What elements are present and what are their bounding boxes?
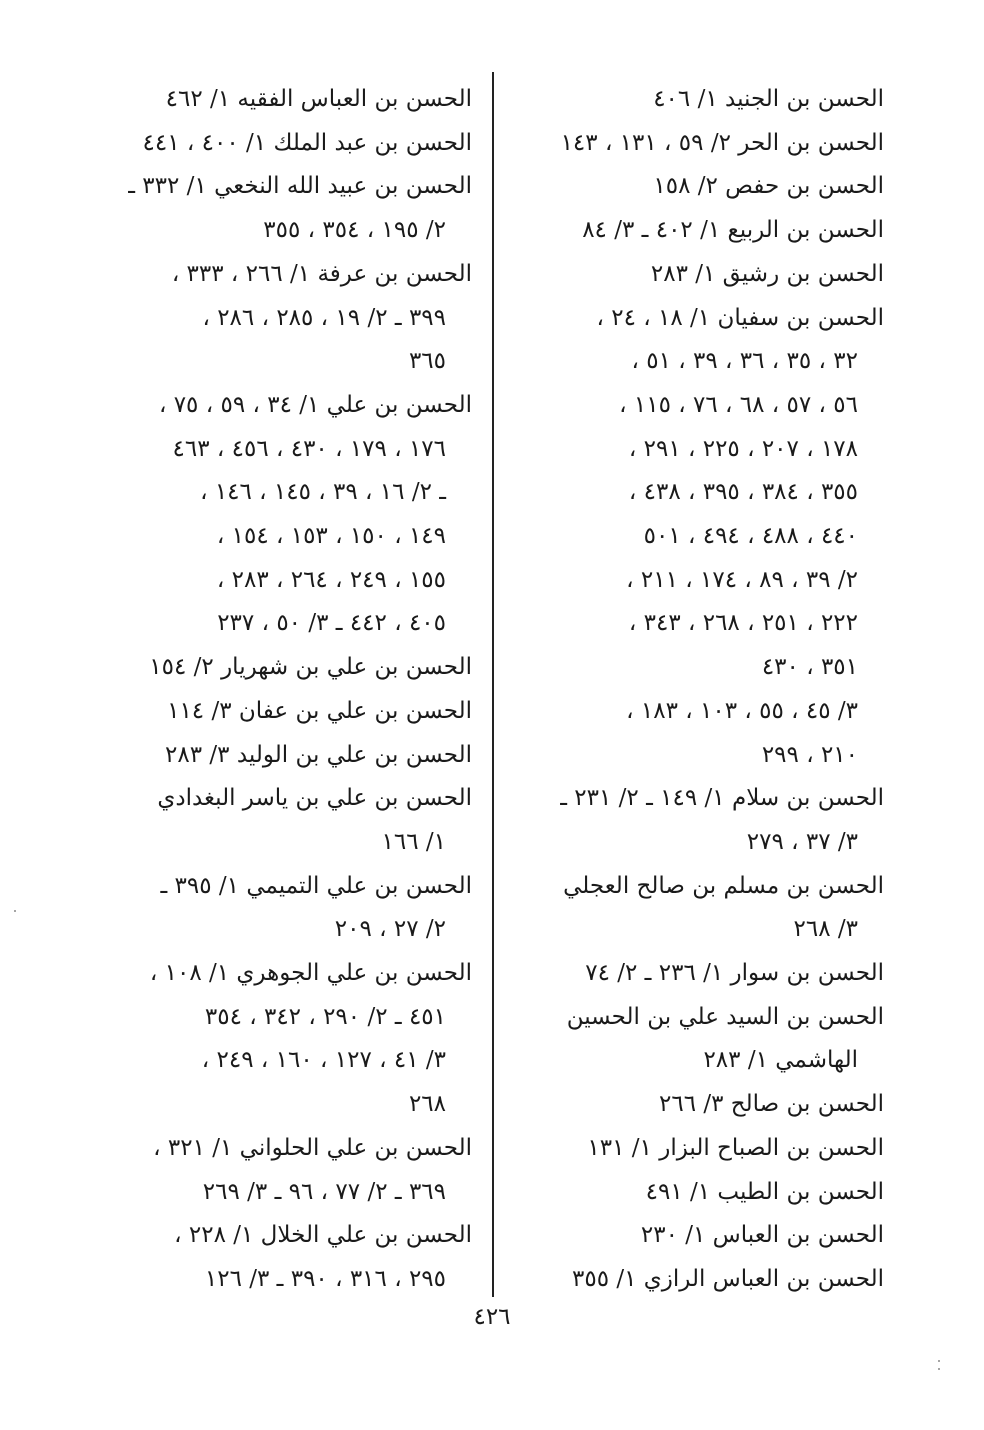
index-entry bbox=[92, 690, 472, 734]
entry-headline: الحسن بن سفيان ١/ ١٨ ، ٢٤ ، bbox=[596, 304, 884, 331]
entry-headline: الحسن بن حفص ٢/ ١٥٨ bbox=[653, 173, 884, 200]
index-entry bbox=[504, 1258, 884, 1302]
index-entry bbox=[504, 253, 884, 297]
entry-headline: الحسن بن الجنيد ١/ ٤٠٦ bbox=[653, 86, 884, 112]
index-entry bbox=[504, 952, 884, 996]
entry-continuation: ٤٤٠ ، ٤٨٨ ، ٤٩٤ ، ٥٠١ bbox=[643, 523, 858, 550]
entry-headline: الحسن بن علي ١/ ٣٤ ، ٥٩ ، ٧٥ ، bbox=[158, 391, 472, 418]
entry-continuation: ٢/ ٢٧ ، ٢٠٩ bbox=[334, 916, 446, 943]
scan-speck bbox=[938, 1360, 940, 1362]
entry-continuation: ٣٦٩ ـ ٢/ ٧٧ ، ٩٦ ـ ٣/ ٢٦٩ bbox=[202, 1178, 446, 1205]
entry-continuation: ٣٥٥ ، ٣٨٤ ، ٣٩٥ ، ٤٣٨ ، bbox=[628, 479, 858, 506]
index-entry bbox=[92, 865, 472, 952]
entry-continuation: ٣/ ٢٦٨ bbox=[793, 916, 858, 943]
entry-continuation: ٣/ ٤١ ، ١٢٧ ، ١٦٠ ، ٢٤٩ ، bbox=[201, 1047, 446, 1074]
index-entry bbox=[92, 1214, 472, 1301]
index-entry bbox=[92, 78, 472, 122]
entry-continuation: ٢/ ١٩٥ ، ٣٥٤ ، ٣٥٥ bbox=[263, 217, 446, 244]
index-entry bbox=[504, 1171, 884, 1215]
index-entry bbox=[92, 734, 472, 778]
entry-headline: الحسن بن علي بن ياسر البغدادي bbox=[157, 785, 472, 812]
index-entry bbox=[92, 952, 472, 1127]
entry-continuation: ٢٩٥ ، ٣١٦ ، ٣٩٠ ـ ٣/ ١٢٦ bbox=[204, 1265, 446, 1292]
scan-speck bbox=[14, 910, 16, 912]
left-column bbox=[92, 78, 472, 1302]
index-entry bbox=[504, 122, 884, 166]
entry-continuation: ٣٢ ، ٣٥ ، ٣٦ ، ٣٩ ، ٥١ ، bbox=[631, 348, 858, 375]
entry-continuation: ١٤٩ ، ١٥٠ ، ١٥٣ ، ١٥٤ ، bbox=[216, 523, 446, 550]
index-entry bbox=[92, 1127, 472, 1214]
entry-continuation: ١٧٦ ، ١٧٩ ، ٤٣٠ ، ٤٥٦ ، ٤٦٣ bbox=[172, 435, 446, 462]
scan-speck bbox=[938, 1368, 940, 1370]
entry-continuation: ٣/ ٤٥ ، ٥٥ ، ١٠٣ ، ١٨٣ ، bbox=[626, 697, 858, 724]
entry-continuation: ١٥٥ ، ٢٤٩ ، ٢٦٤ ، ٢٨٣ ، bbox=[216, 566, 446, 593]
entry-headline: الحسن بن العباس ١/ ٢٣٠ bbox=[640, 1222, 884, 1249]
entry-continuation: ٢١٠ ، ٢٩٩ bbox=[761, 741, 858, 768]
entry-continuation: ٤٠٥ ، ٤٤٢ ـ ٣/ ٥٠ ، ٢٣٧ bbox=[217, 610, 446, 637]
entry-headline: الحسن بن علي بن الوليد ٣/ ٢٨٣ bbox=[165, 741, 472, 768]
index-entry bbox=[504, 165, 884, 209]
page-number: ٤٢٦ bbox=[473, 1304, 511, 1330]
entry-continuation: ٣٩٩ ـ ٢/ ١٩ ، ٢٨٥ ، ٢٨٦ ، bbox=[202, 304, 446, 331]
entry-headline: الحسن بن العباس الرازي ١/ ٣٥٥ bbox=[571, 1265, 884, 1292]
entry-headline: الحسن بن السيد علي بن الحسين bbox=[566, 1003, 884, 1030]
entry-headline: الحسن بن علي التميمي ١/ ٣٩٥ ـ bbox=[160, 872, 472, 899]
entry-headline: الحسن بن رشيق ١/ ٢٨٣ bbox=[650, 260, 884, 287]
column-divider bbox=[492, 72, 494, 1297]
entry-headline: الحسن بن عرفة ١/ ٢٦٦ ، ٣٣٣ ، bbox=[171, 260, 472, 287]
entry-headline: الحسن بن الصباح البزار ١/ ١٣١ bbox=[587, 1134, 884, 1161]
index-entry bbox=[504, 1214, 884, 1258]
entry-headline: الحسن بن علي الجوهري ١/ ١٠٨ ، bbox=[149, 960, 472, 987]
entry-headline: الحسن بن الربيع ١/ ٤٠٢ ـ ٣/ ٨٤ bbox=[582, 217, 884, 244]
entry-headline: الحسن بن عبد الملك ١/ ٤٠٠ ، ٤٤١ bbox=[142, 129, 472, 156]
entry-headline: الحسن بن سلام ١/ ١٤٩ ـ ٢/ ٢٣١ ـ bbox=[560, 785, 884, 812]
index-entry bbox=[504, 1083, 884, 1127]
entry-continuation: ٣/ ٣٧ ، ٢٧٩ bbox=[746, 828, 858, 855]
entry-headline: الحسن بن العباس الفقيه ١/ ٤٦٢ bbox=[165, 86, 472, 112]
index-entry bbox=[92, 777, 472, 864]
entry-continuation: ٤٥١ ـ ٢/ ٢٩٠ ، ٣٤٢ ، ٣٥٤ bbox=[204, 1003, 446, 1030]
index-entry bbox=[92, 646, 472, 690]
entry-headline: الحسن بن سوار ١/ ٢٣٦ ـ ٢/ ٧٤ bbox=[585, 960, 884, 987]
entry-continuation: ٢/ ٣٩ ، ٨٩ ، ١٧٤ ، ٢١١ ، bbox=[626, 566, 858, 593]
index-entry bbox=[504, 865, 884, 952]
entry-headline: الحسن بن علي بن شهريار ٢/ ١٥٤ bbox=[149, 654, 472, 681]
index-entry bbox=[504, 996, 884, 1083]
index-entry bbox=[504, 78, 884, 122]
entry-continuation: الهاشمي ١/ ٢٨٣ bbox=[703, 1047, 858, 1074]
index-entry bbox=[504, 777, 884, 864]
entry-continuation: ١/ ١٦٦ bbox=[381, 828, 446, 855]
index-entry bbox=[92, 253, 472, 384]
index-entry bbox=[92, 165, 472, 252]
entry-headline: الحسن بن الطيب ١/ ٤٩١ bbox=[645, 1178, 884, 1205]
entry-headline: الحسن بن علي الحلواني ١/ ٣٢١ ، bbox=[153, 1134, 472, 1161]
entry-headline: الحسن بن علي الخلال ١/ ٢٢٨ ، bbox=[174, 1222, 472, 1249]
right-column bbox=[504, 78, 884, 1302]
entry-headline: الحسن بن الحر ٢/ ٥٩ ، ١٣١ ، ١٤٣ bbox=[560, 129, 884, 156]
index-entry bbox=[504, 209, 884, 253]
index-entry bbox=[504, 1127, 884, 1171]
index-entry bbox=[92, 122, 472, 166]
entry-continuation: ٣٦٥ bbox=[408, 348, 446, 375]
entry-continuation: ٥٦ ، ٥٧ ، ٦٨ ، ٧٦ ، ١١٥ ، bbox=[619, 391, 858, 418]
entry-headline: الحسن بن علي بن عفان ٣/ ١١٤ bbox=[167, 697, 472, 724]
entry-continuation: ٣٥١ ، ٤٣٠ bbox=[761, 654, 858, 681]
entry-headline: الحسن بن مسلم بن صالح العجلي bbox=[563, 872, 884, 899]
entry-continuation: ٢٢٢ ، ٢٥١ ، ٢٦٨ ، ٣٤٣ ، bbox=[628, 610, 858, 637]
entry-continuation: ١٧٨ ، ٢٠٧ ، ٢٢٥ ، ٢٩١ ، bbox=[628, 435, 858, 462]
entry-headline: الحسن بن عبيد الله النخعي ١/ ٣٣٢ ـ bbox=[128, 173, 472, 200]
entry-headline: الحسن بن صالح ٣/ ٢٦٦ bbox=[659, 1091, 884, 1118]
entry-continuation: ٢٦٨ bbox=[408, 1091, 446, 1118]
index-entry bbox=[504, 297, 884, 778]
entry-continuation: ـ ٢/ ١٦ ، ٣٩ ، ١٤٥ ، ١٤٦ ، bbox=[200, 479, 446, 506]
index-entry bbox=[92, 384, 472, 646]
